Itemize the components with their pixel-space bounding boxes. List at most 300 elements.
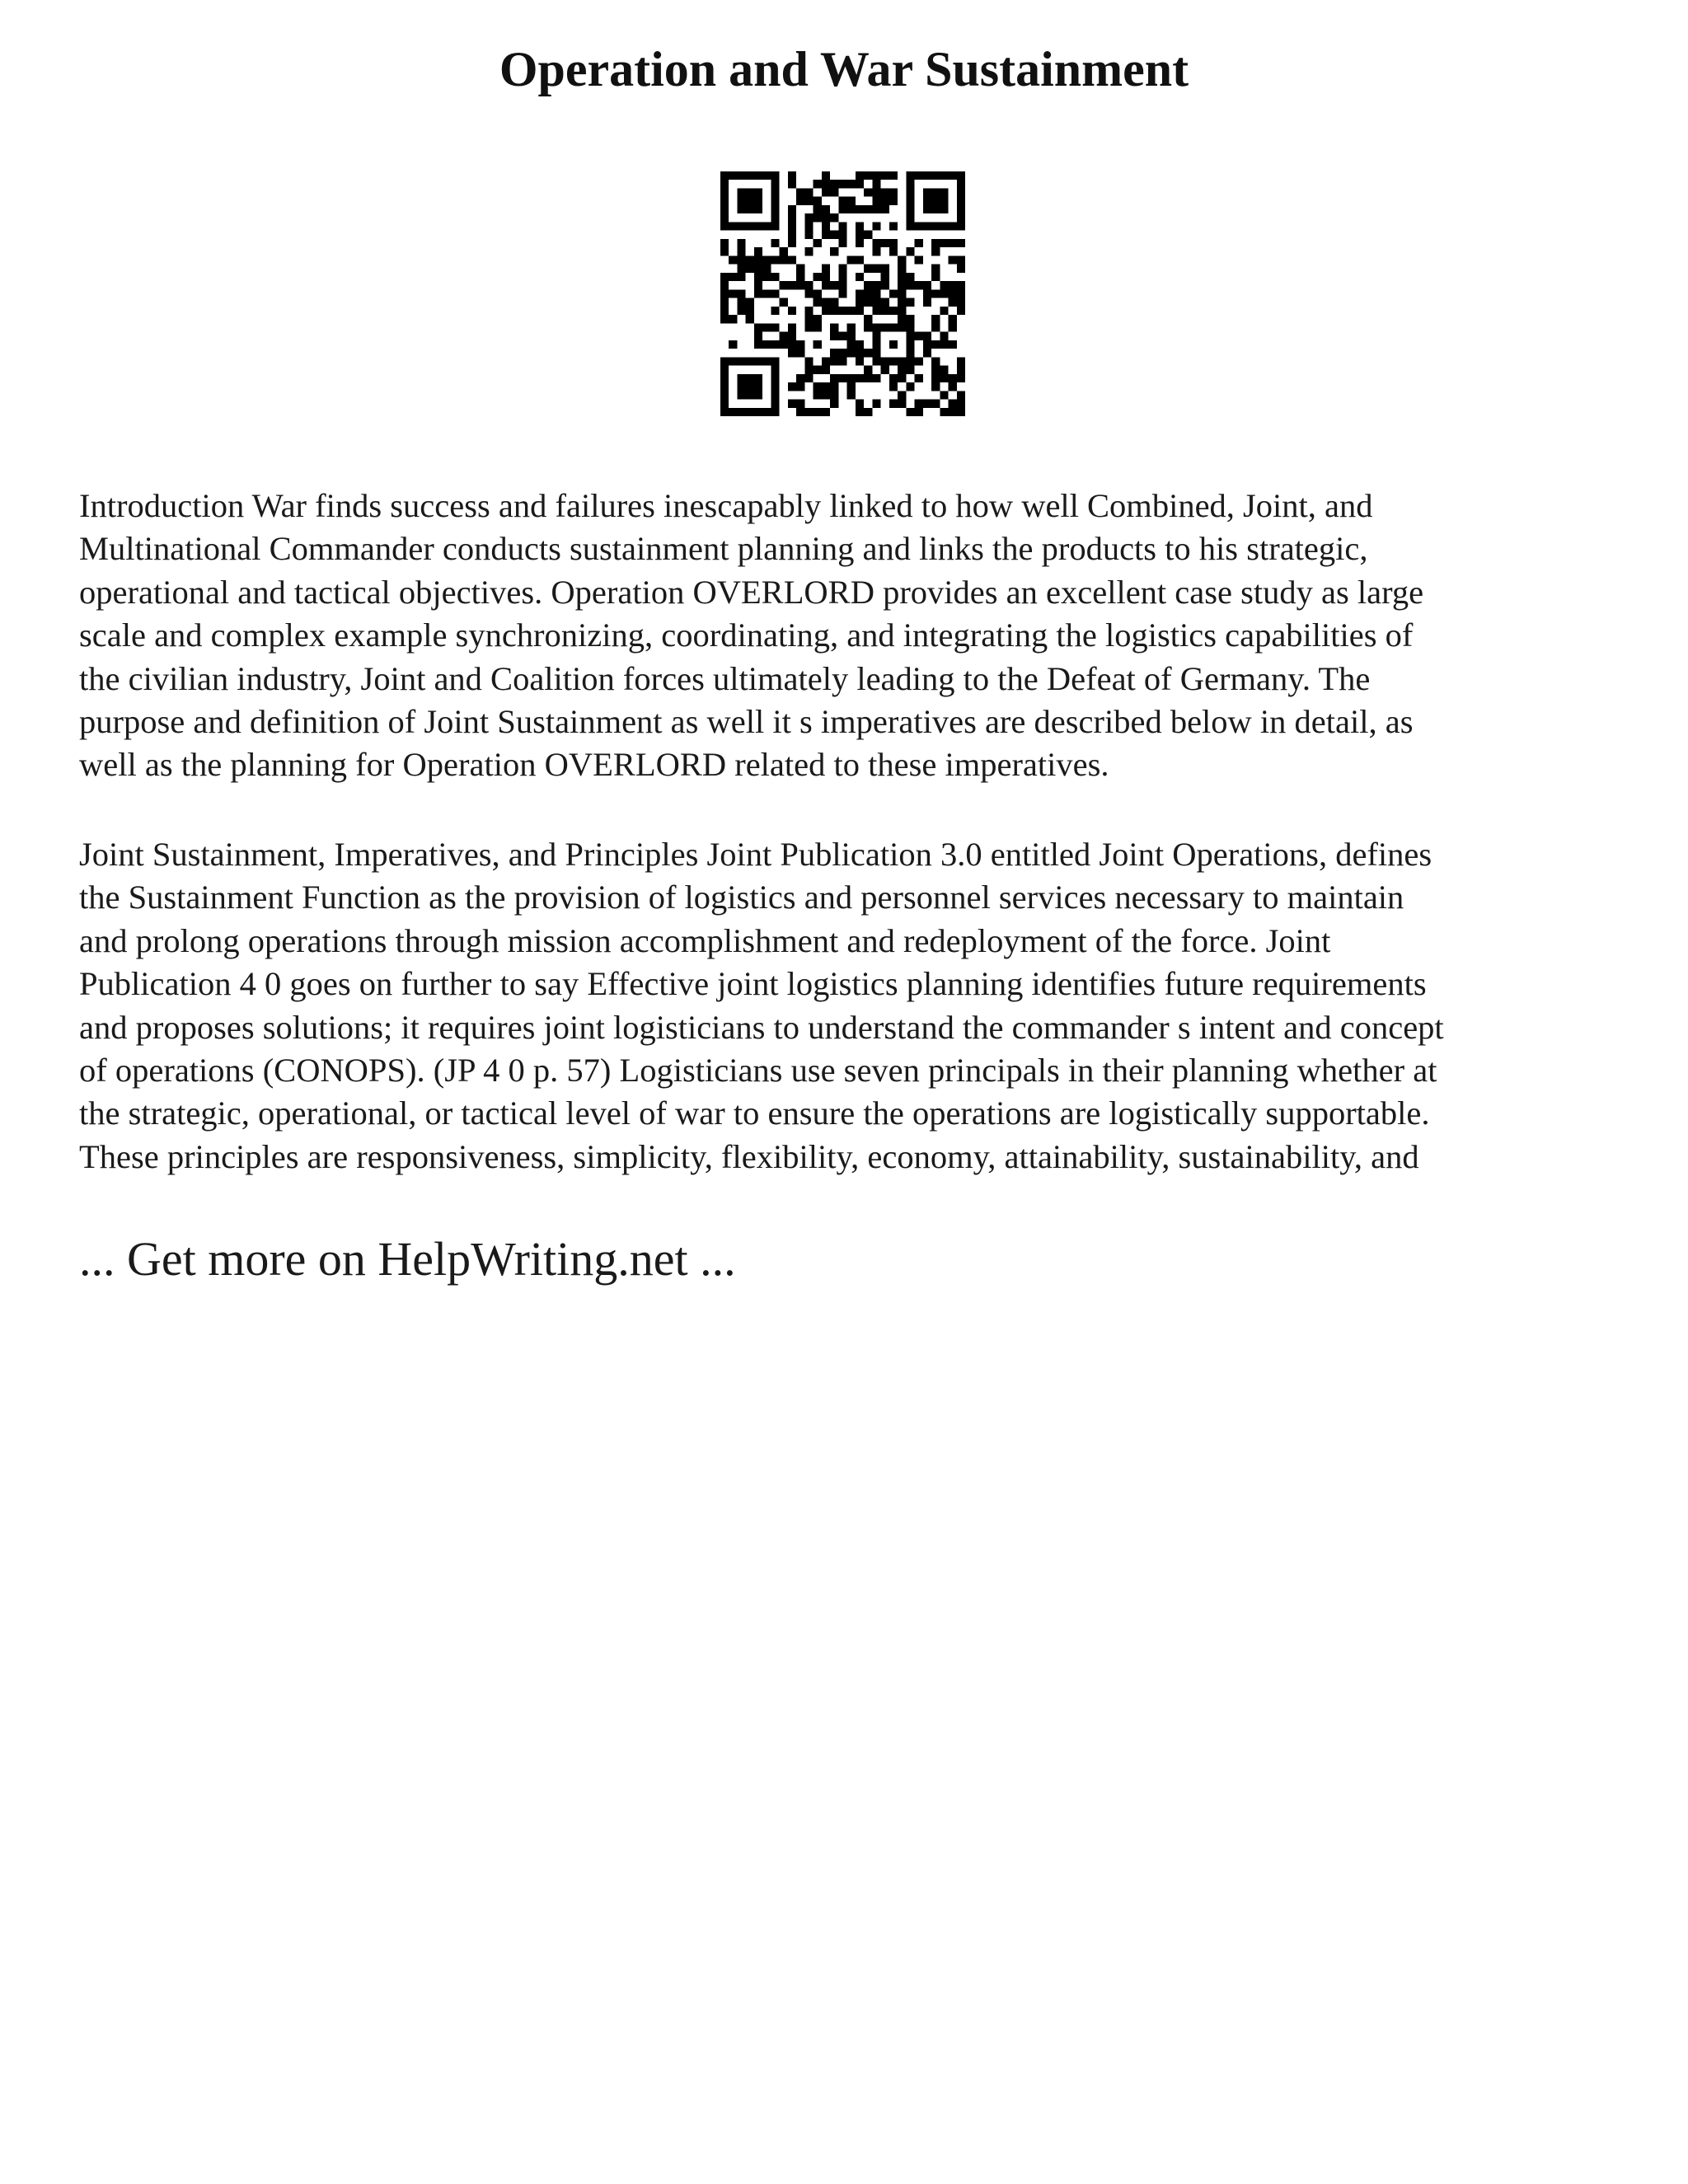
qr-module [906, 323, 914, 331]
qr-module [737, 197, 745, 205]
qr-module [957, 298, 965, 307]
qr-module [780, 298, 788, 307]
qr-module [814, 323, 822, 331]
qr-module [720, 222, 729, 230]
qr-module [822, 180, 830, 188]
qr-module [838, 197, 846, 205]
qr-module [720, 307, 729, 315]
qr-module [788, 239, 796, 247]
qr-module [754, 289, 762, 298]
qr-module [737, 307, 745, 315]
qr-module [931, 247, 940, 255]
qr-module [830, 391, 838, 399]
qr-module [957, 265, 965, 273]
qr-module [771, 273, 779, 281]
qr-module [872, 340, 880, 349]
qr-module [746, 315, 754, 323]
qr-module [847, 349, 856, 357]
qr-module [754, 247, 762, 255]
qr-module [729, 171, 737, 180]
qr-module [847, 180, 856, 188]
qr-module [881, 307, 889, 315]
qr-module [771, 289, 779, 298]
qr-module [856, 239, 864, 247]
qr-module [814, 239, 822, 247]
qr-module [796, 382, 804, 391]
qr-module [737, 374, 745, 382]
qr-module [729, 255, 737, 264]
qr-module [762, 408, 771, 416]
qr-module [847, 332, 856, 340]
qr-module [771, 239, 779, 247]
qr-module [898, 366, 906, 374]
qr-module [814, 197, 822, 205]
qr-module [720, 239, 729, 247]
qr-module [864, 374, 872, 382]
qr-module [838, 289, 846, 298]
qr-module [771, 188, 779, 196]
qr-module [796, 188, 804, 196]
qr-module [881, 281, 889, 289]
paragraph-line: These principles are responsiveness, simplicity, flexibility, economy, attainability, sustainability, and [79, 1137, 1419, 1175]
qr-module [838, 374, 846, 382]
qr-module [771, 340, 779, 349]
qr-module [864, 289, 872, 298]
qr-module [746, 374, 754, 382]
qr-module [838, 231, 846, 239]
qr-module [737, 382, 745, 391]
qr-module [931, 366, 940, 374]
qr-module [754, 408, 762, 416]
qr-module [923, 298, 931, 307]
qr-module [847, 391, 856, 399]
qr-module [923, 289, 931, 298]
qr-module [906, 340, 914, 349]
qr-module [814, 289, 822, 298]
qr-module [889, 382, 898, 391]
qr-module [915, 374, 923, 382]
qr-module [814, 382, 822, 391]
paragraph-line: Multinational Commander conducts sustainment planning and links the products to his strategic, [79, 530, 1368, 568]
qr-module [796, 281, 804, 289]
qr-module [940, 197, 948, 205]
qr-module [804, 222, 813, 230]
qr-code-icon[interactable] [720, 171, 965, 416]
qr-module [762, 323, 771, 331]
qr-module [754, 205, 762, 213]
qr-module [822, 231, 830, 239]
qr-module [720, 408, 729, 416]
qr-module [796, 400, 804, 408]
qr-module [814, 340, 822, 349]
qr-module [830, 188, 838, 196]
qr-module [881, 323, 889, 331]
qr-module [822, 171, 830, 180]
qr-module [957, 197, 965, 205]
qr-module [957, 222, 965, 230]
qr-module [940, 281, 948, 289]
qr-module [720, 289, 729, 298]
qr-module [864, 315, 872, 323]
qr-module [906, 315, 914, 323]
qr-module [872, 197, 880, 205]
qr-module [931, 205, 940, 213]
qr-module [796, 265, 804, 273]
qr-module [746, 357, 754, 365]
sustainment-paragraph [79, 833, 1612, 1179]
qr-module [940, 205, 948, 213]
qr-module [814, 273, 822, 281]
qr-module [746, 188, 754, 196]
qr-module [720, 281, 729, 289]
qr-module [822, 265, 830, 273]
qr-module [838, 307, 846, 315]
qr-module [746, 298, 754, 307]
qr-module [788, 349, 796, 357]
qr-module [804, 247, 813, 255]
qr-module [931, 382, 940, 391]
qr-module [856, 171, 864, 180]
qr-module [856, 205, 864, 213]
qr-module [771, 357, 779, 365]
qr-module [931, 289, 940, 298]
qr-module [830, 332, 838, 340]
qr-module [737, 273, 745, 281]
qr-module [729, 273, 737, 281]
qr-module [737, 289, 745, 298]
qr-module [889, 222, 898, 230]
qr-module [898, 357, 906, 365]
qr-module [923, 188, 931, 196]
qr-module [788, 382, 796, 391]
qr-module [838, 239, 846, 247]
qr-module [729, 315, 737, 323]
qr-module [804, 231, 813, 239]
qr-module [771, 171, 779, 180]
qr-module [957, 180, 965, 188]
qr-module [822, 357, 830, 365]
qr-module [814, 213, 822, 222]
qr-module [847, 205, 856, 213]
qr-module [940, 239, 948, 247]
qr-module [780, 247, 788, 255]
qr-module [830, 247, 838, 255]
qr-module [822, 298, 830, 307]
qr-module [949, 255, 957, 264]
qr-module [872, 281, 880, 289]
qr-module [814, 315, 822, 323]
qr-module [940, 374, 948, 382]
qr-module [720, 273, 729, 281]
qr-module [889, 340, 898, 349]
paragraph-line: operational and tactical objectives. Operation OVERLORD provides an excellent case study as large [79, 573, 1424, 611]
qr-module [830, 374, 838, 382]
qr-module [889, 289, 898, 298]
qr-module [804, 315, 813, 323]
qr-module [881, 273, 889, 281]
qr-module [771, 366, 779, 374]
qr-module [872, 247, 880, 255]
qr-module [923, 197, 931, 205]
qr-module [822, 408, 830, 416]
qr-module [720, 391, 729, 399]
qr-module [838, 180, 846, 188]
qr-module [940, 307, 948, 315]
qr-module [872, 188, 880, 196]
qr-module [881, 188, 889, 196]
qr-module [915, 239, 923, 247]
qr-module [737, 188, 745, 196]
qr-module [889, 400, 898, 408]
qr-module [856, 273, 864, 281]
qr-module [804, 374, 813, 382]
qr-module [872, 205, 880, 213]
qr-module [881, 366, 889, 374]
qr-module [830, 307, 838, 315]
qr-module [838, 281, 846, 289]
qr-module [906, 349, 914, 357]
qr-module [737, 171, 745, 180]
qr-module [898, 307, 906, 315]
qr-module [940, 408, 948, 416]
qr-module [737, 255, 745, 264]
qr-module [906, 357, 914, 365]
qr-module [915, 171, 923, 180]
qr-module [796, 349, 804, 357]
qr-module [889, 307, 898, 315]
qr-module [864, 366, 872, 374]
qr-module [754, 391, 762, 399]
qr-module [737, 239, 745, 247]
qr-module [906, 171, 914, 180]
qr-module [864, 298, 872, 307]
qr-module [746, 307, 754, 315]
qr-module [957, 307, 965, 315]
qr-module [746, 265, 754, 273]
qr-module [881, 205, 889, 213]
qr-module [720, 366, 729, 374]
qr-module [788, 171, 796, 180]
qr-module [720, 400, 729, 408]
qr-module [838, 349, 846, 357]
qr-module [957, 239, 965, 247]
qr-module [957, 188, 965, 196]
qr-module [729, 289, 737, 298]
qr-module [762, 289, 771, 298]
qr-module [864, 188, 872, 196]
qr-module [847, 307, 856, 315]
qr-module [957, 213, 965, 222]
qr-module [720, 374, 729, 382]
qr-module [931, 340, 940, 349]
qr-module [915, 357, 923, 365]
qr-module [788, 205, 796, 213]
qr-module [737, 391, 745, 399]
qr-module [881, 265, 889, 273]
qr-module [906, 273, 914, 281]
qr-module [872, 171, 880, 180]
qr-module [906, 205, 914, 213]
qr-module [796, 374, 804, 382]
qr-module [931, 323, 940, 331]
qr-module [847, 340, 856, 349]
qr-module [771, 213, 779, 222]
qr-module [771, 400, 779, 408]
qr-module [898, 400, 906, 408]
qr-module [949, 171, 957, 180]
paragraph-line: the civilian industry, Joint and Coalition forces ultimately leading to the Defeat of Germany. The [79, 659, 1371, 697]
qr-module [830, 281, 838, 289]
qr-module [931, 197, 940, 205]
qr-module [949, 374, 957, 382]
qr-module [940, 391, 948, 399]
qr-module [771, 180, 779, 188]
qr-module [898, 391, 906, 399]
qr-module [915, 408, 923, 416]
qr-module [754, 340, 762, 349]
qr-module [864, 205, 872, 213]
qr-module [771, 197, 779, 205]
qr-module [889, 357, 898, 365]
qr-module [949, 281, 957, 289]
qr-module [720, 205, 729, 213]
qr-module [788, 255, 796, 264]
qr-module [906, 197, 914, 205]
qr-module [923, 400, 931, 408]
qr-module [923, 349, 931, 357]
qr-module [771, 374, 779, 382]
paragraph-line: scale and complex example synchronizing, coordinating, and integrating the logistics capabilities of [79, 616, 1414, 654]
qr-module [872, 239, 880, 247]
qr-module [838, 332, 846, 340]
qr-module [804, 357, 813, 365]
qr-module [872, 307, 880, 315]
qr-module [923, 340, 931, 349]
qr-module [864, 171, 872, 180]
qr-module [746, 255, 754, 264]
qr-module [949, 289, 957, 298]
qr-module [906, 298, 914, 307]
qr-module [949, 239, 957, 247]
qr-module [906, 213, 914, 222]
qr-module [754, 255, 762, 264]
qr-module [754, 273, 762, 281]
qr-module [923, 171, 931, 180]
intro-paragraph [79, 485, 1612, 787]
qr-module [889, 188, 898, 196]
qr-module [898, 265, 906, 273]
qr-module [940, 340, 948, 349]
qr-module [746, 408, 754, 416]
paragraph-line: Publication 4 0 goes on further to say Effective joint logistics planning identifies future requirements [79, 965, 1427, 1003]
qr-module [957, 400, 965, 408]
qr-module [746, 197, 754, 205]
qr-module [754, 188, 762, 196]
paragraph-line: Joint Sustainment, Imperatives, and Principles Joint Publication 3.0 entitled Joint Operations, defines [79, 836, 1432, 873]
qr-module [906, 366, 914, 374]
paragraph-line: well as the planning for Operation OVERLORD related to these imperatives. [79, 746, 1109, 784]
qr-module [830, 213, 838, 222]
qr-module [754, 332, 762, 340]
qr-module [746, 171, 754, 180]
qr-module [762, 265, 771, 273]
qr-module [737, 265, 745, 273]
qr-module [830, 323, 838, 331]
qr-module [940, 289, 948, 298]
qr-module [957, 205, 965, 213]
qr-module [771, 382, 779, 391]
qr-module [931, 188, 940, 196]
qr-module [872, 332, 880, 340]
qr-module [771, 323, 779, 331]
qr-module [754, 222, 762, 230]
qr-module [872, 289, 880, 298]
get-more-link[interactable]: ... Get more on HelpWriting.net ... [79, 1232, 736, 1286]
qr-module [931, 374, 940, 382]
qr-module [822, 366, 830, 374]
qr-module [822, 273, 830, 281]
paragraph-line: the strategic, operational, or tactical level of war to ensure the operations are logistically supportable. [79, 1094, 1430, 1132]
qr-module [720, 213, 729, 222]
qr-module [881, 171, 889, 180]
qr-module [830, 231, 838, 239]
qr-module [762, 222, 771, 230]
qr-module [746, 222, 754, 230]
qr-module [856, 222, 864, 230]
qr-module [788, 180, 796, 188]
qr-module [804, 366, 813, 374]
qr-module [856, 307, 864, 315]
qr-module [788, 400, 796, 408]
qr-module [906, 382, 914, 391]
qr-module [804, 281, 813, 289]
qr-code-graphic [720, 171, 965, 416]
qr-module [720, 315, 729, 323]
qr-module [906, 408, 914, 416]
qr-module [737, 298, 745, 307]
qr-module [957, 289, 965, 298]
qr-module [830, 349, 838, 357]
qr-module [762, 255, 771, 264]
qr-module [940, 188, 948, 196]
qr-module [923, 281, 931, 289]
qr-module [957, 374, 965, 382]
qr-module [804, 323, 813, 331]
qr-module [856, 340, 864, 349]
qr-module [949, 323, 957, 331]
qr-module [814, 205, 822, 213]
qr-module [737, 222, 745, 230]
qr-module [889, 323, 898, 331]
qr-module [780, 281, 788, 289]
qr-module [949, 340, 957, 349]
qr-module [814, 366, 822, 374]
qr-module [838, 222, 846, 230]
qr-module [788, 281, 796, 289]
qr-module [889, 247, 898, 255]
qr-module [720, 197, 729, 205]
qr-module [720, 382, 729, 391]
qr-module [940, 222, 948, 230]
paragraph-line: Introduction War finds success and failures inescapably linked to how well Combined, Joint, and [79, 487, 1373, 524]
qr-module [754, 374, 762, 382]
qr-module [771, 391, 779, 399]
qr-module [822, 222, 830, 230]
qr-module [746, 205, 754, 213]
qr-module [822, 307, 830, 315]
qr-module [915, 222, 923, 230]
paragraph-line: purpose and definition of Joint Sustainment as well it s imperatives are described below in detail, as [79, 703, 1414, 741]
